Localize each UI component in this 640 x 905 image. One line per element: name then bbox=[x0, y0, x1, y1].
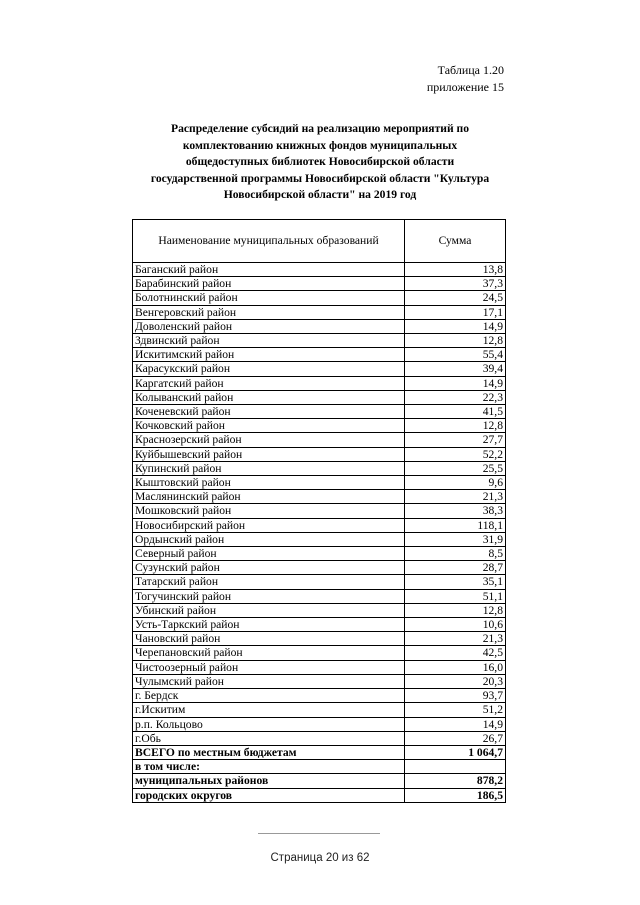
document-title bbox=[130, 121, 510, 204]
cell-value: 21,3 bbox=[405, 490, 506, 504]
cell-value: 118,1 bbox=[405, 518, 506, 532]
cell-value: 41,5 bbox=[405, 405, 506, 419]
table-body bbox=[133, 263, 506, 803]
table-row bbox=[133, 674, 506, 688]
cell-name: Маслянинский район bbox=[133, 490, 405, 504]
cell-value: 16,0 bbox=[405, 660, 506, 674]
cell-value: 13,8 bbox=[405, 263, 506, 277]
cell-value bbox=[405, 760, 506, 774]
cell-name: Чулымский район bbox=[133, 674, 405, 688]
table-row bbox=[133, 376, 506, 390]
table-row bbox=[133, 532, 506, 546]
cell-name: Барабинский район bbox=[133, 277, 405, 291]
table-row bbox=[133, 362, 506, 376]
cell-name: Купинский район bbox=[133, 461, 405, 475]
subtotal-row bbox=[133, 774, 506, 788]
table-row bbox=[133, 334, 506, 348]
cell-name: Черепановский район bbox=[133, 646, 405, 660]
cell-name: Здвинский район bbox=[133, 334, 405, 348]
table-row bbox=[133, 689, 506, 703]
table-row bbox=[133, 603, 506, 617]
table-row bbox=[133, 703, 506, 717]
title-line: общедоступных библиотек Новосибирской области bbox=[185, 155, 455, 168]
table-row bbox=[133, 504, 506, 518]
table-header-row bbox=[133, 220, 506, 263]
cell-name: Коченевский район bbox=[133, 405, 405, 419]
table-row bbox=[133, 632, 506, 646]
including-row bbox=[133, 760, 506, 774]
table-row bbox=[133, 419, 506, 433]
cell-name: Ордынский район bbox=[133, 532, 405, 546]
table-row bbox=[133, 717, 506, 731]
cell-name: Венгеровский район bbox=[133, 305, 405, 319]
appendix-label: приложение 15 bbox=[426, 80, 504, 94]
cell-value: 51,1 bbox=[405, 589, 506, 603]
total-row bbox=[133, 745, 506, 759]
cell-value: 28,7 bbox=[405, 561, 506, 575]
table-row bbox=[133, 618, 506, 632]
cell-value: 35,1 bbox=[405, 575, 506, 589]
title-line: комплектованию книжных фондов муниципальных bbox=[182, 138, 458, 152]
table-row bbox=[133, 646, 506, 660]
table-row bbox=[133, 263, 506, 277]
cell-name: Баганский район bbox=[133, 263, 405, 277]
cell-value: 186,5 bbox=[405, 788, 506, 802]
table-row bbox=[133, 518, 506, 532]
cell-name: г. Бердск bbox=[133, 689, 405, 703]
cell-value: 26,7 bbox=[405, 731, 506, 745]
cell-value: 24,5 bbox=[405, 291, 506, 305]
cell-value: 17,1 bbox=[405, 305, 506, 319]
cell-value: 39,4 bbox=[405, 362, 506, 376]
cell-value: 27,7 bbox=[405, 433, 506, 447]
table-row bbox=[133, 575, 506, 589]
cell-value: 12,8 bbox=[405, 334, 506, 348]
cell-name: г.Искитим bbox=[133, 703, 405, 717]
table-row bbox=[133, 660, 506, 674]
cell-value: 878,2 bbox=[405, 774, 506, 788]
cell-name: Мошковский район bbox=[133, 504, 405, 518]
cell-value: 14,9 bbox=[405, 319, 506, 333]
cell-name: Убинский район bbox=[133, 603, 405, 617]
cell-value: 1 064,7 bbox=[405, 745, 506, 759]
cell-name: Тогучинский район bbox=[133, 589, 405, 603]
cell-value: 51,2 bbox=[405, 703, 506, 717]
table-row bbox=[133, 490, 506, 504]
table-row bbox=[133, 461, 506, 475]
table-row bbox=[133, 390, 506, 404]
cell-name: Усть-Таркский район bbox=[133, 618, 405, 632]
column-header-sum: Сумма bbox=[405, 220, 506, 263]
table-row bbox=[133, 447, 506, 461]
cell-value: 21,3 bbox=[405, 632, 506, 646]
cell-name: городских округов bbox=[133, 788, 405, 802]
cell-value: 31,9 bbox=[405, 532, 506, 546]
cell-name: Болотнинский район bbox=[133, 291, 405, 305]
cell-value: 12,8 bbox=[405, 603, 506, 617]
cell-name: р.п. Кольцово bbox=[133, 717, 405, 731]
subtotal-row bbox=[133, 788, 506, 802]
table-number-label: Таблица 1.20 bbox=[437, 63, 504, 77]
cell-value: 20,3 bbox=[405, 674, 506, 688]
table-row bbox=[133, 305, 506, 319]
subsidy-table bbox=[132, 219, 506, 803]
cell-name: в том числе: bbox=[133, 760, 405, 774]
cell-value: 52,2 bbox=[405, 447, 506, 461]
table-row bbox=[133, 348, 506, 362]
cell-value: 55,4 bbox=[405, 348, 506, 362]
cell-name: Карасукский район bbox=[133, 362, 405, 376]
cell-value: 22,3 bbox=[405, 390, 506, 404]
cell-name: Чановский район bbox=[133, 632, 405, 646]
cell-name: ВСЕГО по местным бюджетам bbox=[133, 745, 405, 759]
title-line: государственной программы Новосибирской области "Культура bbox=[150, 171, 490, 185]
cell-value: 14,9 bbox=[405, 376, 506, 390]
cell-name: Татарский район bbox=[133, 575, 405, 589]
table-row bbox=[133, 561, 506, 575]
table-row bbox=[133, 547, 506, 561]
table-row bbox=[133, 731, 506, 745]
column-header-name: Наименование муниципальных образований bbox=[133, 220, 405, 263]
cell-name: г.Обь bbox=[133, 731, 405, 745]
footer-divider bbox=[258, 833, 380, 834]
cell-name: Краснозерский район bbox=[133, 433, 405, 447]
cell-name: Кыштовский район bbox=[133, 476, 405, 490]
cell-value: 12,8 bbox=[405, 419, 506, 433]
cell-value: 25,5 bbox=[405, 461, 506, 475]
cell-value: 14,9 bbox=[405, 717, 506, 731]
cell-value: 8,5 bbox=[405, 547, 506, 561]
cell-name: Доволенский район bbox=[133, 319, 405, 333]
table-row bbox=[133, 589, 506, 603]
cell-name: Чистоозерный район bbox=[133, 660, 405, 674]
cell-name: Колыванский район bbox=[133, 390, 405, 404]
table-row bbox=[133, 476, 506, 490]
page-number: Страница 20 из 62 bbox=[270, 852, 370, 864]
cell-name: Кочковский район bbox=[133, 419, 405, 433]
cell-value: 38,3 bbox=[405, 504, 506, 518]
title-line: Новосибирской области" на 2019 год bbox=[223, 188, 417, 201]
cell-name: Северный район bbox=[133, 547, 405, 561]
cell-value: 10,6 bbox=[405, 618, 506, 632]
table-row bbox=[133, 291, 506, 305]
cell-value: 9,6 bbox=[405, 476, 506, 490]
cell-name: Каргатский район bbox=[133, 376, 405, 390]
cell-value: 93,7 bbox=[405, 689, 506, 703]
cell-name: муниципальных районов bbox=[133, 774, 405, 788]
cell-name: Сузунский район bbox=[133, 561, 405, 575]
cell-value: 37,3 bbox=[405, 277, 506, 291]
table-row bbox=[133, 319, 506, 333]
table-row bbox=[133, 277, 506, 291]
cell-value: 42,5 bbox=[405, 646, 506, 660]
cell-name: Куйбышевский район bbox=[133, 447, 405, 461]
table-row bbox=[133, 433, 506, 447]
cell-name: Искитимский район bbox=[133, 348, 405, 362]
cell-name: Новосибирский район bbox=[133, 518, 405, 532]
title-line: Распределение субсидий на реализацию мероприятий по bbox=[170, 122, 470, 135]
table-row bbox=[133, 405, 506, 419]
